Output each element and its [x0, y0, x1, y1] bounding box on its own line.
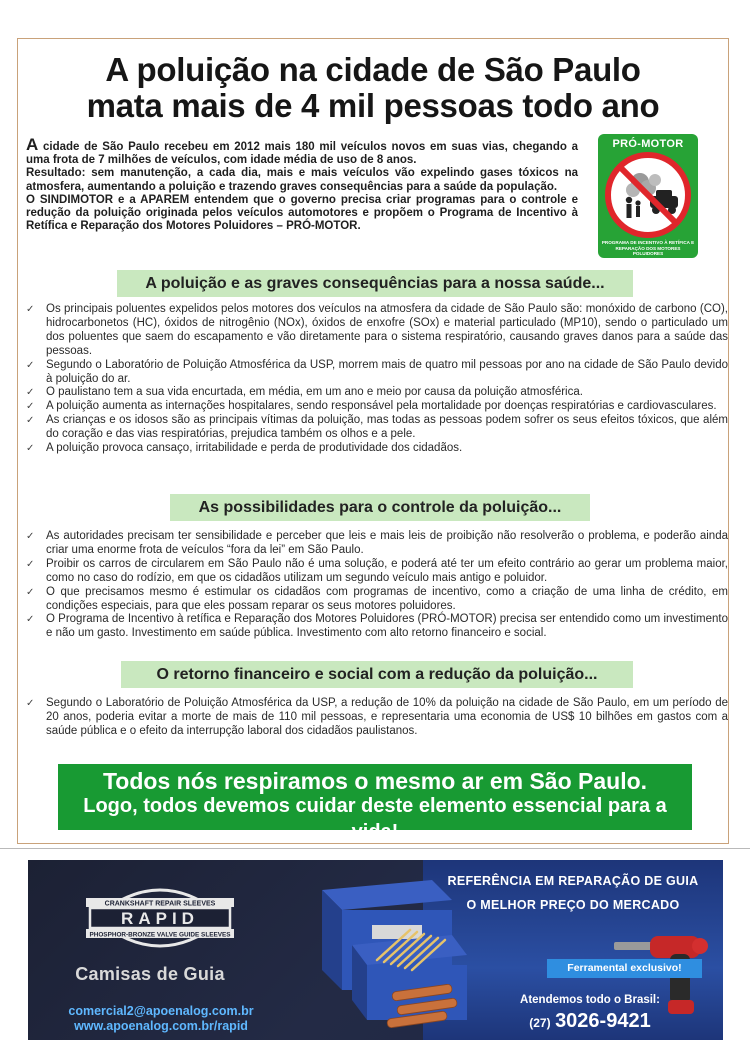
checkmark-icon: ✓: [26, 698, 35, 709]
intro-paragraph-2: Resultado: sem manutenção, a cada dia, mais e mais veículos vão expelindo gases tóxicos na atmosfera, aumentando a poluição e trazendo graves consequências para a saúde da população.: [26, 167, 578, 193]
no-pollution-icon: [605, 152, 691, 238]
list-item: ✓ As crianças e os idosos são as principais vítimas da poluição, mas todas as pessoas podem sofrer os seus efeitos tóxicos, que além do coração e das vias respiratórias, prejudica também os olhos e a pele.: [26, 414, 728, 441]
checkmark-icon: ✓: [26, 304, 35, 315]
rapid-logo: [80, 874, 240, 956]
banner-line-2: Logo, todos devemos cuidar deste elemento essencial para a vida!: [83, 795, 667, 843]
rapid-logo-top-text: CRANKSHAFT REPAIR SLEEVES: [104, 900, 216, 908]
phone-area-code: (27): [529, 1016, 551, 1030]
checkmark-icon: ✓: [26, 558, 35, 570]
intro-text: [26, 135, 578, 233]
checkmark-icon: ✓: [26, 531, 35, 542]
website-link[interactable]: www.apoenalog.com.br/rapid: [74, 1019, 248, 1033]
product-boxes-image: [292, 870, 482, 1035]
phone-number: 3026-9421: [555, 1010, 651, 1032]
checkmark-icon: ✓: [26, 614, 35, 626]
list-item: ✓ Segundo o Laboratório de Poluição Atmosférica da USP, morrem mais de quatro mil pessoas por ano na cidade de São Paulo devido à poluição do ar.: [26, 358, 728, 385]
divider: [0, 848, 750, 849]
checkmark-icon: ✓: [26, 415, 35, 427]
service-area-text: Atendemos todo o Brasil:: [520, 994, 660, 1006]
logo-title: PRÓ-MOTOR: [612, 138, 684, 150]
rapid-logo-text: RAPID: [121, 909, 199, 928]
title-line-1: A poluição na cidade de São Paulo: [105, 51, 641, 88]
checkmark-icon: ✓: [26, 359, 35, 371]
section-heading-health: A poluição e as graves consequências para a nossa saúde...: [117, 270, 633, 297]
section-heading-return: O retorno financeiro e social com a redução da poluição...: [121, 661, 633, 688]
logo-subtitle: PROGRAMA DE INCENTIVO À RETÍFICA E REPARAÇÃO DOS MOTORES POLUIDORES: [601, 240, 695, 256]
pro-motor-logo: [598, 134, 698, 258]
list-item: ✓ Segundo o Laboratório de Poluição Atmosférica da USP, a redução de 10% da poluição na cidade de São Paulo, em um período de 20 anos, poderia evitar a morte de mais de 110 mil pessoas, e representaria uma economia de US$ 10 bilhões em gastos com a saúde pública e o efeito da interrupção laboral dos cidadãos paulistanos.: [26, 697, 728, 737]
bullet-list-return: [24, 697, 728, 739]
checkmark-icon: ✓: [26, 387, 35, 399]
list-item: ✓ O que precisamos mesmo é estimular os cidadãos com programas de incentivo, como a criação de uma linha de crédito, em condições especiais, para que eles possam reparar os seus motores poluidores.: [26, 585, 728, 612]
list-item: ✓ Os principais poluentes expelidos pelos motores dos veículos na atmosfera da cidade de São Paulo são: monóxido de carbono (CO), hidrocarbonetos (HC), óxidos de nitrogênio (NOx), óxidos de enxofre (SOx) e material particulado (MP10), sendo o particulado um dos poluentes que saem do escapamento e vão diretamente para o sistema respiratório, causando graves danos para a saúde das pessoas.: [26, 303, 728, 357]
call-to-action-banner: [58, 764, 692, 843]
banner-line-1: Todos nós respiramos o mesmo ar em São Paulo.: [102, 768, 648, 794]
advertisement: [28, 860, 723, 1040]
intro-paragraph-1: [26, 135, 578, 167]
rapid-logo-bottom-text: PHOSPHOR-BRONZE VALVE GUIDE SLEEVES: [89, 931, 231, 939]
list-item: ✓ A poluição provoca cansaço, irritabilidade e perda de produtividade dos cidadãos.: [26, 442, 463, 455]
intro-paragraph-3: O SINDIMOTOR e a APAREM entendem que o governo precisa criar programas para o controle e redução da poluição originada pelos veículos automotores e propõem o Programa de Incentivo à Retífica e Reparação dos Motores Poluidores – PRÓ-MOTOR.: [26, 193, 578, 233]
intro-dropcap: A: [26, 135, 39, 154]
list-item: ✓ Proibir os carros de circularem em São Paulo não é uma solução, e poderá até ter um efeito contrário ao gerar um problema maior, como no caso do rodízio, em que os cidadãos utilizam um segundo veículo mais antigo e poluidor.: [26, 557, 728, 584]
bullet-list-control: [24, 530, 728, 641]
list-item: ✓ A poluição aumenta as internações hospitalares, sendo responsável pela mortalidade por doenças respiratórias e cardiovasculares.: [26, 400, 717, 413]
tools-badge: Ferramental exclusivo!: [547, 959, 702, 978]
checkmark-icon: ✓: [26, 401, 35, 413]
phone-contact[interactable]: [510, 1010, 670, 1033]
page-title: [17, 52, 729, 124]
list-item: ✓ O paulistano tem a sua vida encurtada, em média, em um ano e meio por causa da poluição atmosférica.: [26, 386, 583, 399]
product-name: Camisas de Guia: [75, 964, 225, 984]
bullet-list-health: [24, 303, 728, 456]
ad-tagline-price: O MELHOR PREÇO DO MERCADO: [466, 898, 680, 912]
contact-email-link[interactable]: comercial2@apoenalog.com.br: [68, 1004, 254, 1018]
section-heading-control: As possibilidades para o controle da poluição...: [170, 494, 590, 521]
list-item: ✓ As autoridades precisam ter sensibilidade e perceber que leis e mais leis de proibição não resolverão o problema, e poderão ainda criar uma enorme frota de veículos “fora da lei” em São Paulo.: [26, 530, 728, 556]
list-item: ✓ O Programa de Incentivo à retífica e Reparação dos Motores Poluidores (PRÓ-MOTOR) precisa ser entendido como um investimento e não um gasto. Investimento em saúde pública. Investimento com alto retorno financeiro e social.: [26, 613, 728, 640]
title-line-2: mata mais de 4 mil pessoas todo ano: [86, 87, 660, 124]
checkmark-icon: ✓: [26, 443, 35, 455]
checkmark-icon: ✓: [26, 586, 35, 598]
intro-paragraph-1-text: cidade de São Paulo recebeu em 2012 mais 180 mil veículos novos em suas vias, chegando a uma frota de 7 milhões de veículos, com idade média de uso de 8 anos.: [26, 141, 578, 167]
ad-tagline-reference: REFERÊNCIA EM REPARAÇÃO DE GUIA: [447, 874, 699, 888]
